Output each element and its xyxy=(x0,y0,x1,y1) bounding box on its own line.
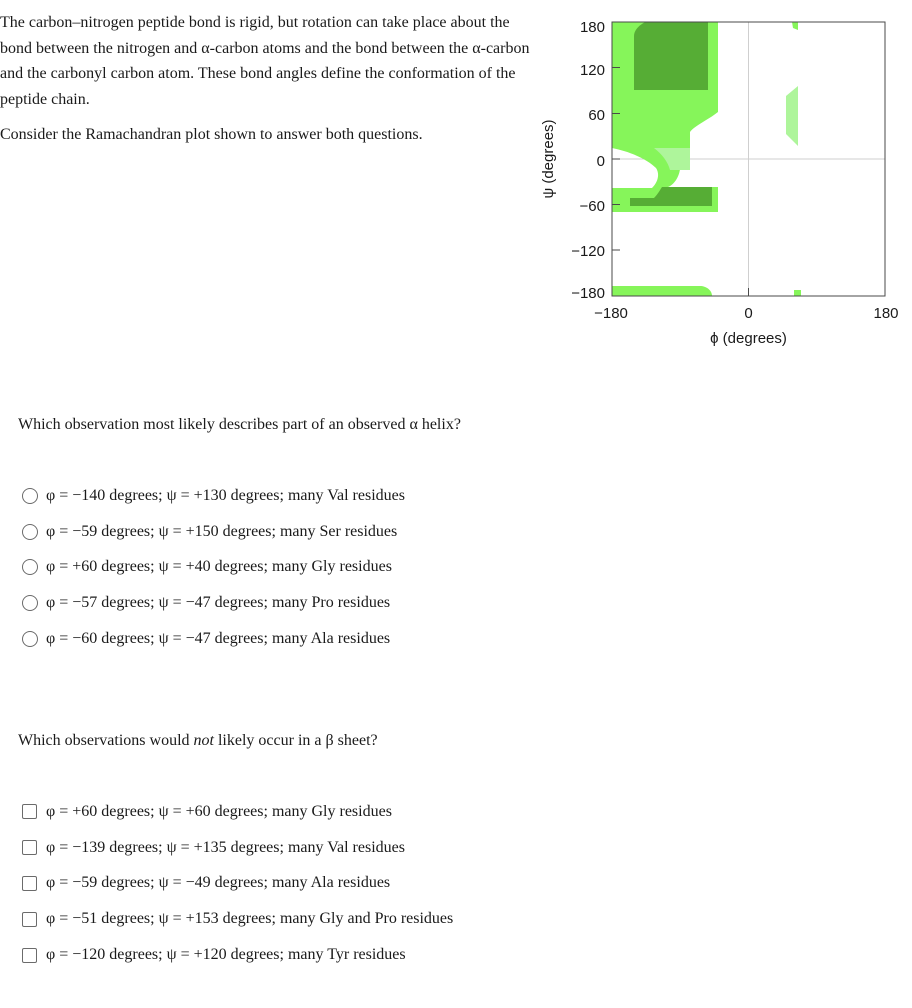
answer-option[interactable] xyxy=(22,937,453,973)
answer-option-label: φ = −59 degrees; ψ = +150 degrees; many Ser residues xyxy=(46,522,398,540)
answer-option[interactable] xyxy=(22,550,405,586)
radio-button[interactable] xyxy=(22,524,38,540)
y-tick-label: 60 xyxy=(588,107,605,124)
answer-option[interactable] xyxy=(22,478,405,514)
radio-button[interactable] xyxy=(22,559,38,575)
answer-option[interactable] xyxy=(22,621,405,657)
answer-option-label: φ = −139 degrees; ψ = +135 degrees; many Val residues xyxy=(46,838,405,856)
y-tick-label: −120 xyxy=(571,243,605,260)
question-2-prompt-start: Which observations would xyxy=(18,732,194,749)
answer-option[interactable] xyxy=(22,830,453,866)
checkbox[interactable] xyxy=(22,876,37,891)
answer-option-label: φ = −140 degrees; ψ = +130 degrees; many Val residues xyxy=(46,486,405,504)
y-tick-label: 120 xyxy=(579,62,605,79)
answer-option[interactable] xyxy=(22,866,453,902)
question-2-options xyxy=(22,794,453,973)
intro-paragraph: The carbon–nitrogen peptide bond is rigid, but rotation can take place about the bond between the nitrogen and α-carbon atoms and the bond between the α-carbon and the carbonyl carbon atom. These bond angles define the conformation of the peptide chain. xyxy=(0,14,530,108)
answer-option[interactable] xyxy=(22,901,453,937)
question-1-prompt: Which observation most likely describes part of an observed α helix? xyxy=(18,416,461,433)
question-2-emphasis: not xyxy=(193,732,214,749)
answer-option[interactable] xyxy=(22,585,405,621)
intro-text xyxy=(0,10,530,148)
question-2-prompt xyxy=(18,732,378,750)
intro-instruction: Consider the Ramachandran plot shown to answer both questions. xyxy=(0,126,423,143)
checkbox[interactable] xyxy=(22,912,37,927)
x-tick-label: −180 xyxy=(594,305,628,322)
radio-button[interactable] xyxy=(22,488,38,504)
answer-option-label: φ = −60 degrees; ψ = −47 degrees; many Ala residues xyxy=(46,630,391,648)
answer-option-label: φ = +60 degrees; ψ = +40 degrees; many Gly residues xyxy=(46,558,392,576)
radio-button[interactable] xyxy=(22,631,38,647)
question-2-prompt-end: likely occur in a β sheet? xyxy=(213,732,378,749)
question-1-options xyxy=(22,478,405,657)
y-tick-label: 180 xyxy=(579,19,605,36)
x-axis-title: ϕ (degrees) xyxy=(710,330,787,347)
answer-option-label: φ = −51 degrees; ψ = +153 degrees; many Gly and Pro residues xyxy=(46,910,454,928)
checkbox[interactable] xyxy=(22,840,37,855)
answer-option[interactable] xyxy=(22,794,453,830)
y-tick-label: 0 xyxy=(596,153,605,170)
answer-option-label: φ = −59 degrees; ψ = −49 degrees; many Ala residues xyxy=(46,874,391,892)
radio-button[interactable] xyxy=(22,595,38,611)
y-axis-title: ψ (degrees) xyxy=(540,119,557,199)
x-tick-label: 180 xyxy=(873,305,899,322)
answer-option-label: φ = +60 degrees; ψ = +60 degrees; many Gly residues xyxy=(46,802,392,820)
bottom-edge-fragment xyxy=(794,290,801,296)
answer-option-label: φ = −120 degrees; ψ = +120 degrees; many Tyr residues xyxy=(46,946,406,964)
ramachandran-plot xyxy=(530,0,912,360)
beta-region-favored xyxy=(634,22,708,90)
checkbox[interactable] xyxy=(22,948,37,963)
x-tick-label: 0 xyxy=(744,305,753,322)
y-tick-label: −180 xyxy=(571,285,605,302)
lower-edge-region xyxy=(612,286,712,296)
answer-option[interactable] xyxy=(22,514,405,550)
y-tick-label: −60 xyxy=(579,198,605,215)
answer-option-label: φ = −57 degrees; ψ = −47 degrees; many Pro residues xyxy=(46,594,391,612)
checkbox[interactable] xyxy=(22,804,37,819)
